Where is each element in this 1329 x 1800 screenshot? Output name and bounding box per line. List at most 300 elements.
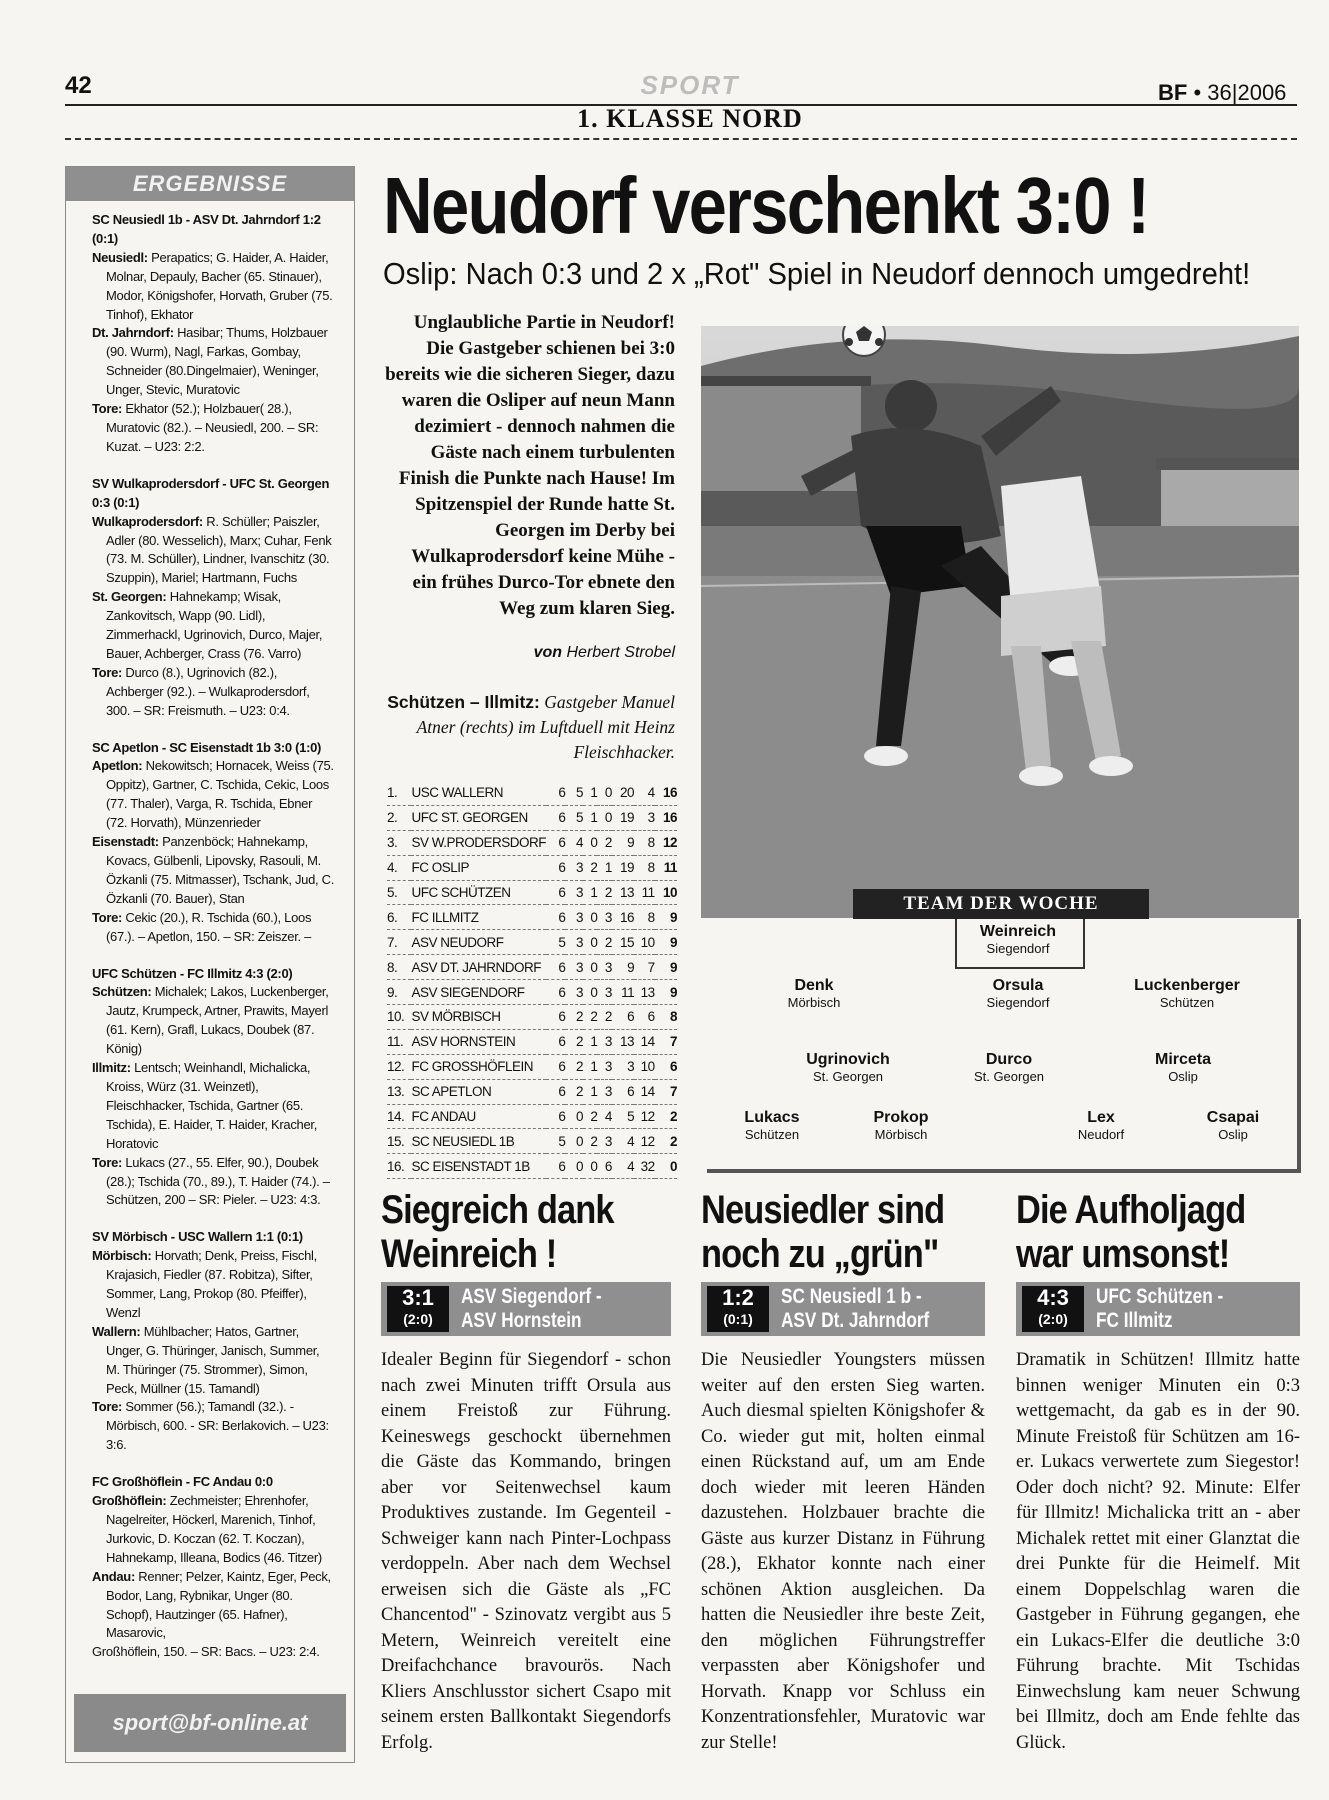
standing-draws: 1 <box>583 1054 597 1079</box>
player-name: Denk <box>794 977 834 994</box>
standing-rank: 8. <box>387 955 411 980</box>
standing-points: 9 <box>655 930 677 955</box>
standing-points: 2 <box>655 1129 677 1154</box>
article-headline <box>381 1188 630 1276</box>
goals-label: Tore: <box>92 1154 123 1170</box>
team-name: Mörbisch: <box>92 1248 152 1264</box>
standing-wins: 0 <box>565 1104 583 1129</box>
player-name: Prokop <box>873 1109 929 1126</box>
team-players: Lentsch; Weinhandl, Michalicka, Kroiss, Würz (31. Weinzetl), Fleischhacker, Tschida, Gartner (65. Tschida), E. Haider, T. Haider, Kracher, Horatovic <box>106 1060 318 1151</box>
standing-points: 9 <box>655 905 677 930</box>
player-name: Lukacs <box>744 1109 800 1126</box>
standings-row <box>387 1029 677 1054</box>
standing-losses: 1 <box>597 855 611 880</box>
standings-table <box>387 781 677 1179</box>
standings-row <box>387 1054 677 1079</box>
page-number: 42 <box>65 72 92 99</box>
standing-played: 6 <box>546 980 565 1005</box>
article-text: Dramatik in Schützen! Illmitz hatte binnen weniger Minuten ein 0:3 wettgemacht, da gab es in der 90. Minute Freistoß für Schützen am 16-er. Lukacs verwertete zum Siegestor! Oder doch nicht? 92. Minute: Elfer für Illmitz! Michalicka tritt an - aber Michalek rettet mit einer Glanztat die drei Punkte für die Heimelf. Mit einem Doppelschlag waren die Gastgeber in Führung gegangen, ehe ein Lukacs-Elfer die deutliche 3:0 Führung brachte. Mit Tschidas Einwechslung kam neuer Schwung bei Illmitz, doch am Ende fehlte das Glück. <box>1016 1350 1300 1753</box>
standing-team: USC WALLERN <box>411 781 546 805</box>
player-name: Csapai <box>1206 1109 1260 1126</box>
team-name: Andau: <box>92 1568 135 1584</box>
player-club: Siegendorf <box>986 941 1050 956</box>
standings-row <box>387 930 677 955</box>
league-title: 1. KLASSE NORD <box>577 104 803 133</box>
player-club: Oslip <box>1168 1069 1198 1084</box>
issue-brand: BF <box>1158 80 1188 105</box>
goals-label: Tore: <box>92 1399 123 1415</box>
section-title: SPORT <box>640 70 740 100</box>
home-team: SC Neusiedl 1 b - <box>781 1285 922 1308</box>
standing-goals-for: 16 <box>612 905 634 930</box>
standing-draws: 0 <box>583 905 597 930</box>
final-score: 4:3 <box>1037 1285 1069 1310</box>
standings-row <box>387 955 677 980</box>
final-score: 1:2 <box>722 1285 754 1310</box>
standing-losses: 3 <box>597 1029 611 1054</box>
standing-points: 11 <box>655 855 677 880</box>
player-defender <box>938 977 1098 1010</box>
football-duel-illustration <box>701 326 1299 918</box>
game-title: SV Mörbisch - USC Wallern 1:1 (0:1) <box>92 1229 303 1245</box>
standing-draws: 2 <box>583 855 597 880</box>
standing-team: ASV DT. JAHRNDORF <box>411 955 546 980</box>
team-lineup <box>92 1492 336 1568</box>
team-lineup <box>92 249 336 325</box>
football-ball-icon <box>841 326 887 358</box>
match-photo <box>701 326 1299 918</box>
standing-draws: 0 <box>583 830 597 855</box>
team-lineup <box>92 1568 336 1644</box>
standing-goals-against: 10 <box>634 1054 655 1079</box>
team-players: Mühlbacher; Hatos, Gartner, Unger, G. Thüringer, Janisch, Summer, M. Thüringer (75. Strommer), Simon, Peck, Müllner (15. Tamandl) <box>106 1323 320 1396</box>
standing-draws: 1 <box>583 1029 597 1054</box>
article-headline-line1: Siegreich dank <box>381 1188 614 1232</box>
standing-goals-against: 14 <box>634 1079 655 1104</box>
team-name: Eisenstadt: <box>92 834 159 850</box>
standing-team: ASV HORNSTEIN <box>411 1029 546 1054</box>
standing-losses: 2 <box>597 830 611 855</box>
header-dashed-rule <box>65 138 1297 140</box>
standings-row <box>387 830 677 855</box>
standing-points: 7 <box>655 1079 677 1104</box>
standing-played: 6 <box>546 1029 565 1054</box>
standing-team: ASV SIEGENDORF <box>411 980 546 1005</box>
standing-goals-for: 20 <box>612 781 634 805</box>
goals-label: Tore: <box>92 401 123 417</box>
team-players: Michalek; Lakos, Luckenberger, Jautz, Krumpeck, Artner, Prawits, Mayerl (61. Kern), Grafl, Lukacs, Doubek (87. König) <box>106 984 329 1057</box>
game-title: SC Neusiedl 1b - ASV Dt. Jahrndorf 1:2 (0:1) <box>92 212 321 246</box>
standing-draws: 1 <box>583 1079 597 1104</box>
standing-losses: 0 <box>597 781 611 805</box>
standing-losses: 3 <box>597 1054 611 1079</box>
team-lineup <box>92 1059 336 1154</box>
match-teams <box>461 1285 602 1333</box>
results-list <box>66 211 354 1662</box>
standing-wins: 3 <box>565 980 583 1005</box>
player-midfielder <box>1103 1051 1263 1084</box>
team-name: Großhöflein: <box>92 1493 167 1509</box>
standing-wins: 5 <box>565 781 583 805</box>
article-headline-line2: noch zu „grün" <box>701 1232 939 1276</box>
standing-goals-for: 19 <box>612 855 634 880</box>
team-players: Nekowitsch; Hornacek, Weiss (75. Oppitz), Gartner, C. Tschida, Cekic, Loos (77. Thaler), Varga, R. Tschida, Ebner (72. Horvath), Münzenrieder <box>106 758 334 831</box>
team-of-the-week <box>707 893 1301 1173</box>
standing-rank: 11. <box>387 1029 411 1054</box>
standing-points: 12 <box>655 830 677 855</box>
standing-wins: 4 <box>565 830 583 855</box>
player-club: Schützen <box>1159 995 1215 1010</box>
author-prefix: von <box>533 644 563 661</box>
standing-goals-for: 6 <box>612 1079 634 1104</box>
standing-losses: 3 <box>597 980 611 1005</box>
score-box <box>387 1286 449 1332</box>
issue-number: 36|2006 <box>1207 80 1287 105</box>
main-subheadline: Oslip: Nach 0:3 und 2 x „Rot" Spiel in Neudorf dennoch umgedreht! <box>383 256 1251 291</box>
caption-text: Gastgeber Manuel Atner (rechts) im Luftduell mit Heinz Fleischhacker. <box>416 692 675 762</box>
standing-played: 6 <box>546 1005 565 1030</box>
article-schuetzen <box>1016 1188 1300 1756</box>
standing-wins: 3 <box>565 930 583 955</box>
goals-text: Ekhator (52.); Holzbauer( 28.), Muratovic (82.). – Neusiedl, 200. – SR: Kuzat. – U23: 2:2. <box>106 401 319 454</box>
goals-label: Tore: <box>92 664 123 680</box>
standing-played: 6 <box>546 1154 565 1179</box>
author-name: Herbert Strobel <box>566 644 675 661</box>
standing-rank: 5. <box>387 880 411 905</box>
team-name: Schützen: <box>92 984 152 1000</box>
article-headline-line2: Weinreich ! <box>381 1232 557 1276</box>
standing-goals-for: 3 <box>612 1054 634 1079</box>
player-forward <box>1153 1109 1313 1142</box>
player-defender <box>1107 977 1267 1010</box>
team-players: Hasibar; Thums, Holzbauer (90. Wurm), Nagl, Farkas, Gombay, Schneider (80.Dingelmaier), Weninger, Unger, Stevic, Muratovic <box>106 325 328 398</box>
standing-draws: 0 <box>583 1154 597 1179</box>
standings-row <box>387 980 677 1005</box>
player-goalkeeper <box>938 923 1098 956</box>
standing-goals-against: 12 <box>634 1104 655 1129</box>
team-name: Illmitz: <box>92 1060 131 1076</box>
standing-rank: 16. <box>387 1154 411 1179</box>
standing-losses: 4 <box>597 1104 611 1129</box>
standing-points: 9 <box>655 955 677 980</box>
goals-text: Sommer (56.); Tamandl (32.). - Mörbisch, 600. - SR: Berlakovich. – U23: 3:6. <box>106 1399 329 1453</box>
player-name: Mirceta <box>1154 1051 1212 1068</box>
result-game <box>92 1228 336 1455</box>
standing-rank: 10. <box>387 1005 411 1030</box>
team-lineup <box>92 983 336 1059</box>
game-title: SC Apetlon - SC Eisenstadt 1b 3:0 (1:0) <box>92 739 322 755</box>
standing-played: 6 <box>546 905 565 930</box>
standing-wins: 3 <box>565 905 583 930</box>
team-players: Zechmeister; Ehrenhofer, Nagelreiter, Höckerl, Marenich, Tinhof, Jurkovic, D. Koczan (62. T. Koczan), Hahnekamp, Illeana, Bodics (46. Titzer) <box>106 1493 322 1565</box>
photo-caption <box>383 690 675 765</box>
standing-wins: 2 <box>565 1005 583 1030</box>
player-club: St. Georgen <box>973 1069 1045 1084</box>
standing-goals-for: 5 <box>612 1104 634 1129</box>
article-headline-line1: Die Aufholjagd <box>1016 1188 1246 1232</box>
team-players: Perapatics; G. Haider, A. Haider, Molnar, Depauly, Bacher (65. Stinauer), Modor, Königshofer, Horvath, Gruber (75. Tinhof), Ekhator <box>106 249 333 322</box>
standing-goals-against: 8 <box>634 855 655 880</box>
article-neusiedl <box>701 1188 985 1756</box>
standing-wins: 3 <box>565 955 583 980</box>
result-game <box>92 211 336 457</box>
standing-team: FC ANDAU <box>411 1104 546 1129</box>
halftime-score: (0:1) <box>723 1311 753 1327</box>
standing-played: 6 <box>546 1079 565 1104</box>
standing-goals-for: 13 <box>612 880 634 905</box>
game-title: UFC Schützen - FC Illmitz 4:3 (2:0) <box>92 965 293 981</box>
standing-goals-against: 12 <box>634 1129 655 1154</box>
player-club: St. Georgen <box>812 1069 884 1084</box>
article-text: Die Neusiedler Youngsters müssen weiter auf den ersten Sieg warten. Auch diesmal spielten Königshofer & Co. wieder gut mit, holten einmal einen Rückstand auf, um am Ende doch wieder mit leeren Händen dazustehen. Holzbauer brachte die Gäste aus kurzer Distanz in Führung (28.), Ekhator konnte nach einer schönen Aktion ausgleichen. Da hatten die Neusiedler ihre beste Zeit, den möglichen Führungstreffer verpassten aber Königshofer und Horvath. Knapp vor Schluss ein Konzentrationsfehler, Muratovic war zur Stelle! <box>701 1350 985 1753</box>
standing-goals-against: 6 <box>634 1005 655 1030</box>
goals-text: Großhöflein, 150. – SR: Bacs. – U23: 2:4. <box>92 1644 320 1660</box>
game-title: SV Wulkaprodersdorf - UFC St. Georgen 0:3 (0:1) <box>92 475 330 510</box>
player-forward <box>821 1109 981 1142</box>
standings-row <box>387 781 677 805</box>
player-club: Siegendorf <box>986 995 1050 1010</box>
standing-losses: 3 <box>597 1079 611 1104</box>
standing-goals-for: 6 <box>612 1005 634 1030</box>
standing-team: SC APETLON <box>411 1079 546 1104</box>
standing-rank: 15. <box>387 1129 411 1154</box>
standing-wins: 5 <box>565 805 583 830</box>
team-name: Wallern: <box>92 1323 141 1339</box>
standing-rank: 13. <box>387 1079 411 1104</box>
away-team: ASV Dt. Jahrndorf <box>781 1309 930 1332</box>
standing-goals-for: 9 <box>612 955 634 980</box>
goals-line <box>92 1154 336 1211</box>
team-lineup <box>92 757 336 833</box>
goals-line <box>92 400 336 457</box>
standing-played: 6 <box>546 880 565 905</box>
team-name: Apetlon: <box>92 758 143 774</box>
score-bar <box>701 1282 985 1336</box>
standing-draws: 2 <box>583 1005 597 1030</box>
standing-played: 6 <box>546 1054 565 1079</box>
standing-team: FC ILLMITZ <box>411 905 546 930</box>
standing-goals-against: 13 <box>634 980 655 1005</box>
score-box <box>707 1286 769 1332</box>
player-club: Mörbisch <box>787 995 841 1010</box>
goals-line <box>92 909 336 947</box>
standing-points: 2 <box>655 1104 677 1129</box>
standing-points: 0 <box>655 1154 677 1179</box>
game-title: FC Großhöflein - FC Andau 0:0 <box>92 1474 273 1490</box>
issue-info <box>1158 80 1286 106</box>
standing-wins: 2 <box>565 1054 583 1079</box>
score-bar <box>1016 1282 1300 1336</box>
result-game <box>92 739 336 947</box>
team-name: Dt. Jahrndorf: <box>92 325 174 341</box>
standings-row <box>387 1129 677 1154</box>
standing-draws: 0 <box>583 980 597 1005</box>
player-club: Neudorf <box>1077 1127 1125 1142</box>
standings-row <box>387 1005 677 1030</box>
standing-goals-for: 9 <box>612 830 634 855</box>
standing-team: SV W.PRODERSDORF <box>411 830 546 855</box>
match-teams <box>781 1285 929 1333</box>
player-name: Ugrinovich <box>806 1051 890 1068</box>
player-club: Mörbisch <box>874 1127 928 1142</box>
team-lineup <box>92 513 336 589</box>
team-players: Panzenböck; Hahnekamp, Kovacs, Gülbenli, Lipovsky, Rasouli, M. Özkanli (75. Mitmasser), Tschank, Jud, C. Özkanli (70. Bauer), Stan <box>106 834 335 906</box>
standing-draws: 0 <box>583 955 597 980</box>
standing-rank: 2. <box>387 805 411 830</box>
home-team: UFC Schützen - <box>1096 1285 1224 1308</box>
standing-played: 6 <box>546 830 565 855</box>
standing-goals-against: 11 <box>634 880 655 905</box>
standing-wins: 3 <box>565 880 583 905</box>
standing-goals-for: 19 <box>612 805 634 830</box>
score-box <box>1022 1286 1084 1332</box>
standing-rank: 9. <box>387 980 411 1005</box>
standing-losses: 3 <box>597 1129 611 1154</box>
team-lineup <box>92 833 336 909</box>
standing-points: 6 <box>655 1054 677 1079</box>
team-lineup <box>92 588 336 664</box>
main-headline: Neudorf verschenkt 3:0 ! <box>383 161 1149 250</box>
halftime-score: (2:0) <box>403 1311 433 1327</box>
team-players: Renner; Pelzer, Kaintz, Eger, Peck, Bodor, Lang, Rybnikar, Unger (80. Schopf), Hautzinger (65. Hafner), Masarovic, <box>106 1568 331 1641</box>
final-score: 3:1 <box>402 1285 434 1310</box>
standing-rank: 12. <box>387 1054 411 1079</box>
standing-team: SV MÖRBISCH <box>411 1005 546 1030</box>
standing-goals-against: 8 <box>634 830 655 855</box>
standing-points: 8 <box>655 1005 677 1030</box>
standing-points: 7 <box>655 1029 677 1054</box>
standing-team: FC OSLIP <box>411 855 546 880</box>
standing-played: 6 <box>546 781 565 805</box>
article-headline-line1: Neusiedler sind <box>701 1188 945 1232</box>
player-name: Weinreich <box>979 923 1057 940</box>
team-players: R. Schüller; Paiszler, Adler (80. Wesselich), Marx; Cuhar, Fenk (73. M. Schüller), Lindner, Ivanschitz (30. Szuppin), Mariel; Hartmann, Fuchs <box>106 513 332 586</box>
player-name: Luckenberger <box>1134 977 1240 994</box>
standing-played: 6 <box>546 955 565 980</box>
results-sidebar <box>65 166 355 1763</box>
halftime-score: (2:0) <box>1038 1311 1068 1327</box>
team-name: Wulkaprodersdorf: <box>92 513 203 529</box>
standing-goals-for: 4 <box>612 1129 634 1154</box>
standings-row <box>387 1154 677 1179</box>
standing-goals-for: 11 <box>612 980 634 1005</box>
standings-row <box>387 855 677 880</box>
goals-line <box>92 1643 336 1662</box>
goals-line <box>92 1398 336 1455</box>
player-defender <box>734 977 894 1010</box>
standing-points: 16 <box>655 805 677 830</box>
result-game <box>92 475 336 721</box>
player-name: Durco <box>985 1051 1033 1068</box>
standing-losses: 0 <box>597 805 611 830</box>
standing-team: SC NEUSIEDL 1B <box>411 1129 546 1154</box>
player-midfielder <box>929 1051 1089 1084</box>
article-headline-line2: war umsonst! <box>1016 1232 1230 1276</box>
standing-played: 5 <box>546 1129 565 1154</box>
standing-team: SC EISENSTADT 1B <box>411 1154 546 1179</box>
standing-rank: 1. <box>387 781 411 805</box>
goals-text: Lukacs (27., 55. Elfer, 90.), Doubek (28.); Tschida (70., 89.), T. Haider (74.). – Schützen, 200 – SR: Pieler. – U23: 4:3. <box>106 1154 330 1208</box>
standing-rank: 6. <box>387 905 411 930</box>
standing-goals-against: 4 <box>634 781 655 805</box>
player-name: Orsula <box>992 977 1044 994</box>
issue-separator: • <box>1193 80 1202 105</box>
result-game <box>92 965 336 1211</box>
standing-wins: 2 <box>565 1079 583 1104</box>
standing-losses: 3 <box>597 905 611 930</box>
results-title: ERGEBNISSE <box>66 167 354 201</box>
goals-text: Durco (8.), Ugrinovich (82.), Achberger (92.). – Wulkaprodersdorf, 300. – SR: Freismuth. – U23: 0:4. <box>106 664 310 718</box>
standing-losses: 6 <box>597 1154 611 1179</box>
standing-goals-for: 13 <box>612 1029 634 1054</box>
away-team: FC Illmitz <box>1096 1309 1173 1332</box>
standing-played: 6 <box>546 855 565 880</box>
standing-draws: 0 <box>583 930 597 955</box>
standing-wins: 3 <box>565 855 583 880</box>
standings-row <box>387 1079 677 1104</box>
standing-rank: 4. <box>387 855 411 880</box>
standing-rank: 3. <box>387 830 411 855</box>
player-midfielder <box>768 1051 928 1084</box>
goals-line <box>92 664 336 721</box>
standing-played: 5 <box>546 930 565 955</box>
home-team: ASV Siegendorf - <box>461 1285 602 1308</box>
goals-text: Cekic (20.), R. Tschida (60.), Loos (67.). – Apetlon, 150. – SR: Zeiszer. – <box>106 909 312 944</box>
match-teams <box>1096 1285 1223 1333</box>
article-siegendorf <box>381 1188 671 1756</box>
standing-losses: 2 <box>597 930 611 955</box>
author-line <box>383 644 675 662</box>
standing-goals-for: 4 <box>612 1154 634 1179</box>
article-headline <box>701 1188 945 1276</box>
standings-row <box>387 880 677 905</box>
standing-rank: 14. <box>387 1104 411 1129</box>
standing-team: ASV NEUDORF <box>411 930 546 955</box>
sport-email-link[interactable]: sport@bf-online.at <box>74 1694 346 1752</box>
team-name: St. Georgen: <box>92 589 167 605</box>
away-team: ASV Hornstein <box>461 1309 582 1332</box>
standings-row <box>387 905 677 930</box>
article-headline <box>1016 1188 1260 1276</box>
standing-goals-against: 32 <box>634 1154 655 1179</box>
standing-draws: 1 <box>583 781 597 805</box>
standing-goals-against: 7 <box>634 955 655 980</box>
standing-goals-against: 3 <box>634 805 655 830</box>
player-club: Oslip <box>1218 1127 1248 1142</box>
standing-played: 6 <box>546 1104 565 1129</box>
team-lineup <box>92 324 336 400</box>
standing-draws: 1 <box>583 880 597 905</box>
standing-goals-against: 14 <box>634 1029 655 1054</box>
standing-wins: 2 <box>565 1029 583 1054</box>
standing-team: FC GROSSHÖFLEIN <box>411 1054 546 1079</box>
standing-points: 16 <box>655 781 677 805</box>
result-game <box>92 1473 336 1662</box>
player-name: Lex <box>1087 1109 1115 1126</box>
standing-draws: 2 <box>583 1104 597 1129</box>
standing-goals-for: 15 <box>612 930 634 955</box>
goals-label: Tore: <box>92 909 123 925</box>
team-of-the-week-title: TEAM DER WOCHE <box>853 889 1149 919</box>
standing-draws: 1 <box>583 805 597 830</box>
article-text: Idealer Beginn für Siegendorf - schon nach zwei Minuten trifft Orsula aus einem Freistoß zur Führung. Keineswegs geschockt übernehmen die Gäste das Kommando, bringen aber vor Seitenwechsel kaum Produktives zustande. Im Gegenteil - Schweiger kann nach Pinter-Lochpass verdoppeln. Aber nach dem Wechsel erweisen sich die Gäste als „FC Chancentod" - Szinovatz vergibt aus 5 Metern, Weinreich vereitelt eine Dreifachchance bravourös. Nach Kliers Anschlusstor sichert Csapo mit seinem ersten Ballkontakt Siegendorfs Erfolg. <box>381 1350 671 1753</box>
standing-points: 10 <box>655 880 677 905</box>
player-club: Schützen <box>744 1127 800 1142</box>
standings-row <box>387 805 677 830</box>
standings-row <box>387 1104 677 1129</box>
standing-goals-against: 8 <box>634 905 655 930</box>
standing-team: UFC SCHÜTZEN <box>411 880 546 905</box>
